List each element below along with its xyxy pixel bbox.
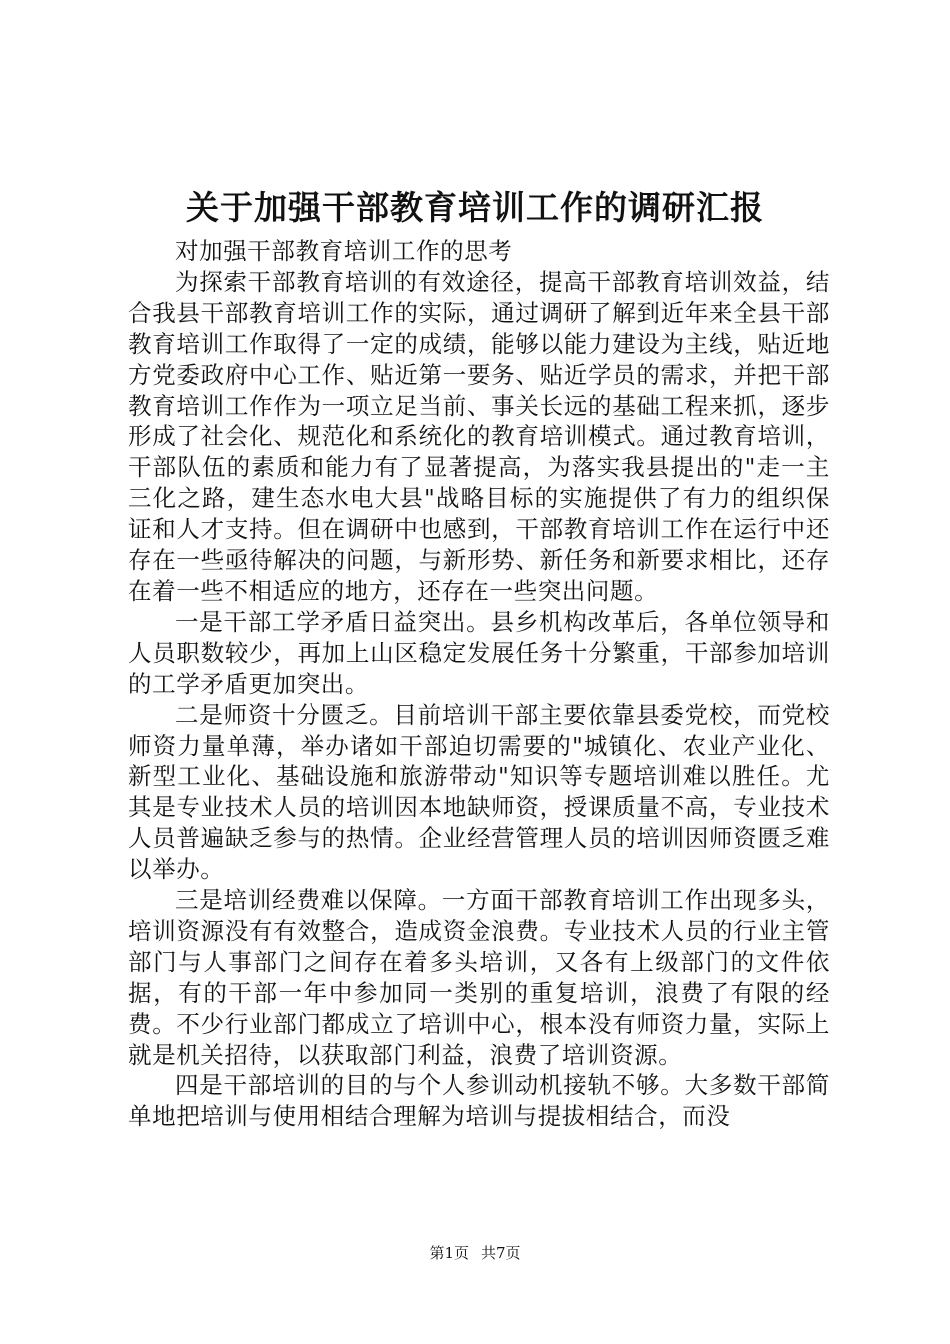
subtitle-paragraph: 对加强干部教育培训工作的思考 (175, 237, 513, 265)
body-paragraph: 三是培训经费难以保障。一方面干部教育培训工作出现多头，培训资源没有有效整合，造成资金浪费。专业技术人员的行业主管部门与人事部门之间存在着多头培训，又各有上级部门的文件依据，有的干部一年中参加同一类别的重复培训，浪费了有限的经费。不少行业部门都成立了培训中心，根本没有师资力量，实际上就是机关招待，以获取部门利益，浪费了培训资源。 (128, 886, 830, 1069)
document-title: 关于加强干部教育培训工作的调研汇报 (186, 188, 764, 227)
body-paragraph: 二是师资十分匮乏。目前培训干部主要依靠县委党校，而党校师资力量单薄，举办诸如干部迫切需要的"城镇化、农业产业化、新型工业化、基础设施和旅游带动"知识等专题培训难以胜任。尤其是专业技术人员的培训因本地缺师资，授课质量不高，专业技术人员普遍缺乏参与的热情。企业经营管理人员的培训因师资匮乏难以举办。 (128, 700, 830, 884)
page-number-total: 共7页 (481, 1244, 521, 1262)
body-paragraph: 一是干部工学矛盾日益突出。县乡机构改革后，各单位领导和人员职数较少，再加上山区稳定发展任务十分繁重，干部参加培训的工学矛盾更加突出。 (128, 607, 830, 698)
document-body (128, 236, 830, 1132)
page-footer (0, 1243, 950, 1263)
page-number-current: 第1页 (429, 1244, 469, 1262)
body-paragraph: 四是干部培训的目的与个人参训动机接轨不够。大多数干部简单地把培训与使用相结合理解为培训与提拔相结合，而没 (128, 1071, 830, 1131)
body-paragraph: 为探索干部教育培训的有效途径，提高干部教育培训效益，结合我县干部教育培训工作的实际，通过调研了解到近年来全县干部教育培训工作取得了一定的成绩，能够以能力建设为主线，贴近地方党委政府中心工作、贴近第一要务、贴近学员的需求，并把干部教育培训工作作为一项立足当前、事关长远的基础工程来抓，逐步形成了社会化、规范化和系统化的教育培训模式。通过教育培训，干部队伍的素质和能力有了显著提高，为落实我县提出的"走一主三化之路，建生态水电大县"战略目标的实施提供了有力的组织保证和人才支持。但在调研中也感到，干部教育培训工作在运行中还存在一些亟待解决的问题，与新形势、新任务和新要求相比，还存在着一些不相适应的地方，还存在一些突出问题。 (128, 267, 830, 605)
